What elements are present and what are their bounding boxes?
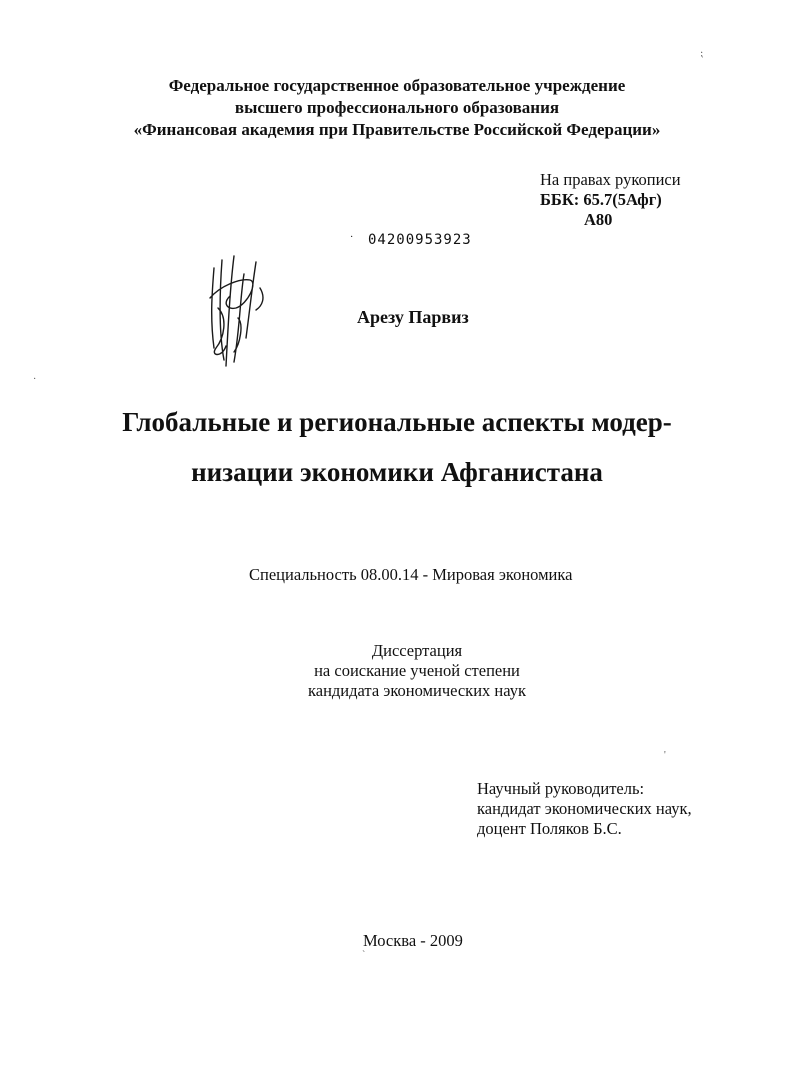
- author-name: Арезу Парвиз: [357, 307, 469, 327]
- institution-line-1: Федеральное государственное образовательное учреждение: [168, 76, 626, 95]
- institution-header: [0, 75, 794, 141]
- signature-icon: [200, 248, 280, 372]
- institution-line-3: «Финансовая академия при Правительстве Российской Федерации»: [133, 120, 661, 139]
- manuscript-label: На правах рукописи: [540, 170, 681, 189]
- rights-block: [540, 170, 681, 230]
- city-year: Москва - 2009: [363, 931, 463, 950]
- supervisor-line-2: кандидат экономических наук,: [477, 799, 692, 818]
- dissertation-title: [0, 397, 794, 497]
- title-line-1: Глобальные и региональные аспекты модер-: [122, 407, 672, 437]
- dissertation-line-2: на соискание ученой степени: [314, 661, 520, 680]
- bbk-code: ББК: 65.7(5Афг): [540, 190, 662, 209]
- specialty: Специальность 08.00.14 - Мировая экономика: [249, 565, 573, 584]
- bottom-mark: `: [362, 950, 366, 961]
- dissertation-line-1: Диссертация: [371, 641, 463, 660]
- author-sign-code: А80: [584, 210, 613, 229]
- serial-number: 04200953923: [368, 232, 472, 248]
- corner-mark: ⁏: [700, 48, 704, 59]
- supervisor-line-1: Научный руководитель:: [477, 779, 645, 798]
- supervisor-block: [477, 779, 692, 839]
- margin-dot: ·: [33, 374, 37, 385]
- institution-line-2: высшего профессионального образования: [234, 98, 560, 117]
- title-line-2: низации экономики Афганистана: [191, 457, 603, 487]
- supervisor-line-3: доцент Поляков Б.С.: [477, 819, 622, 838]
- dissertation-line-3: кандидата экономических наук: [307, 681, 526, 700]
- dissertation-type: [20, 641, 794, 701]
- small-mark: ': [664, 750, 666, 761]
- serial-dot: ·: [350, 232, 354, 243]
